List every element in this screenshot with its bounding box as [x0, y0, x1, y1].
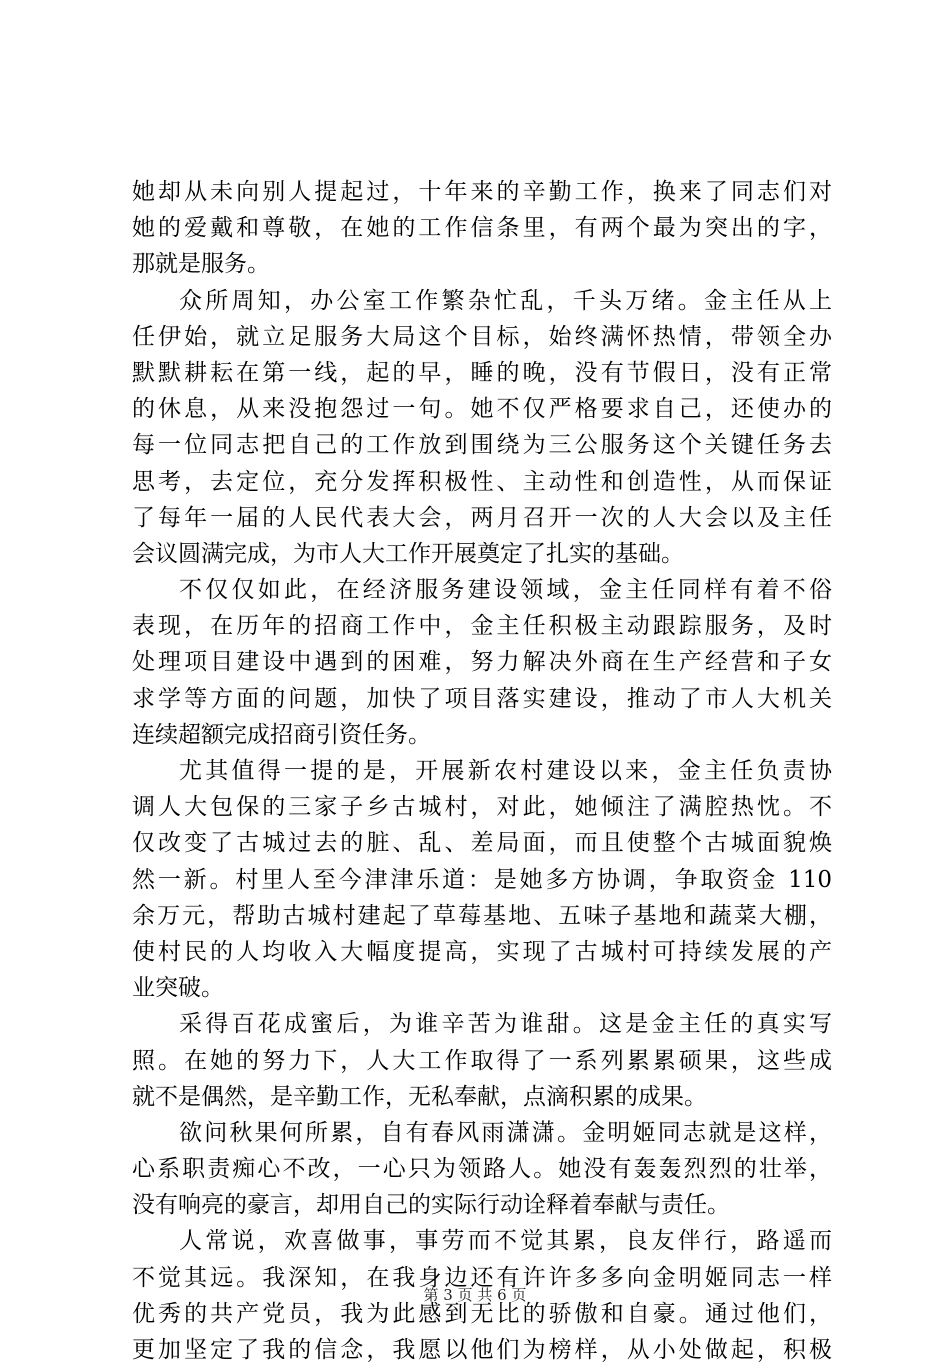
text-line: 优秀的共产党员，我为此感到无比的骄傲和自豪。通过他们，	[132, 1300, 832, 1327]
text-line: 更加坚定了我的信念，我愿以他们为榜样，从小处做起，积极	[132, 1337, 832, 1363]
text-line: 了每年一届的人民代表大会，两月召开一次的人大会以及主任	[132, 504, 832, 531]
text-line: 她却从未向别人提起过，十年来的辛勤工作，换来了同志们对	[132, 179, 832, 205]
text-line: 余万元，帮助古城村建起了草莓基地、五味子基地和蔬菜大棚，	[132, 902, 832, 929]
text-line: 默默耕耘在第一线，起的早，睡的晚，没有节假日，没有正常	[132, 359, 832, 386]
text-line: 任伊始，就立足服务大局这个目标，始终满怀热情，带领全办	[132, 323, 832, 350]
text-line: 业突破。	[132, 975, 224, 1002]
page-footer: 第 3 页 共 6 页	[423, 1286, 527, 1304]
text-line: 思考，去定位，充分发挥积极性、主动性和创造性，从而保证	[132, 468, 832, 495]
text-line: 处理项目建设中遇到的困难，努力解决外商在生产经营和子女	[132, 649, 832, 676]
text-line: 心系职责痴心不改，一心只为领路人。她没有轰轰烈烈的壮举，	[132, 1156, 832, 1183]
text-line: 会议圆满完成，为市人大工作开展奠定了扎实的基础。	[132, 540, 684, 567]
body-text	[132, 174, 832, 1368]
text-line: 连续超额完成招商引资任务。	[132, 721, 431, 748]
text-line: 的休息，从来没抱怨过一句。她不仅严格要求自己，还使办的	[132, 396, 832, 423]
text-line: 照。在她的努力下，人大工作取得了一系列累累硕果，这些成	[132, 1047, 832, 1074]
text-line: 没有响亮的豪言，却用自己的实际行动诠释着奉献与责任。	[132, 1192, 730, 1219]
text-line: 不仅仅如此，在经济服务建设领域，金主任同样有着不俗	[179, 577, 832, 604]
text-line: 仅改变了古城过去的脏、乱、差局面，而且使整个古城面貌焕	[132, 830, 832, 857]
text-line: 尤其值得一提的是，开展新农村建设以来，金主任负责协	[179, 758, 832, 784]
text-line: 众所周知，办公室工作繁杂忙乱，千头万绪。金主任从上	[179, 287, 832, 314]
text-line: 她的爱戴和尊敬，在她的工作信条里，有两个最为突出的字，	[132, 215, 832, 242]
text-line: 不觉其远。我深知，在我身边还有许许多多向金明姬同志一样	[132, 1264, 832, 1291]
text-line: 采得百花成蜜后，为谁辛苦为谁甜。这是金主任的真实写	[179, 1011, 832, 1038]
text-line: 人常说，欢喜做事，事劳而不觉其累，良友伴行，路遥而	[179, 1228, 832, 1255]
text-line: 然一新。村里人至今津津乐道：是她多方协调，争取资金 110	[132, 866, 832, 893]
text-line: 每一位同志把自己的工作放到围绕为三公服务这个关键任务去	[132, 432, 832, 459]
text-line: 就不是偶然，是辛勤工作，无私奉献，点滴积累的成果。	[132, 1083, 707, 1110]
text-line: 调人大包保的三家子乡古城村，对此，她倾注了满腔热忱。不	[132, 794, 832, 821]
text-line: 欲问秋果何所累，自有春风雨潇潇。金明姬同志就是这样，	[179, 1119, 832, 1146]
text-line: 表现，在历年的招商工作中，金主任积极主动跟踪服务，及时	[132, 613, 832, 640]
text-line: 那就是服务。	[132, 251, 270, 278]
text-line: 使村民的人均收入大幅度提高，实现了古城村可持续发展的产	[132, 938, 832, 965]
text-line: 求学等方面的问题，加快了项目落实建设，推动了市人大机关	[132, 685, 832, 712]
